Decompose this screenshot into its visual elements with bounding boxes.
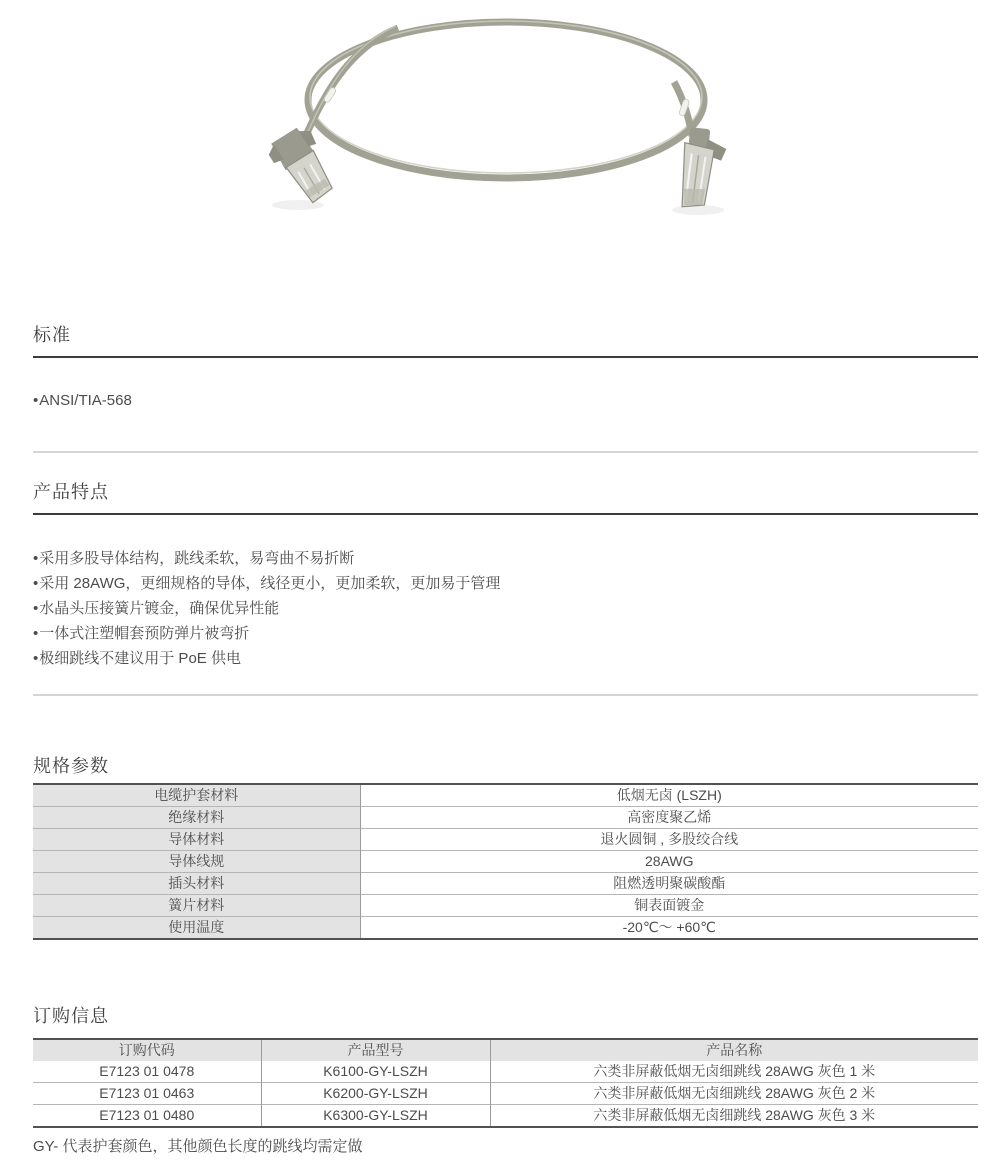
spec-label: 簧片材料 [33, 895, 360, 917]
section-title-features: 产品特点 [33, 482, 109, 502]
section-rule [33, 356, 978, 358]
order-name: 六类非屏蔽低烟无卤细跳线 28AWG 灰色 3 米 [490, 1105, 978, 1128]
datasheet-page [33, 0, 978, 1158]
spec-value: 低烟无卤 (LSZH) [616, 787, 722, 803]
section-rule [33, 513, 978, 515]
spec-value: 28AWG [360, 851, 978, 873]
order-header-model: 产品型号 [261, 1039, 490, 1061]
order-header-row [33, 1039, 978, 1061]
left-connector-shadow [272, 200, 324, 210]
spec-label: 绝缘材料 [33, 807, 360, 829]
section-title-ordering: 订购信息 [33, 1006, 109, 1026]
spec-label: 使用温度 [33, 917, 360, 940]
section-divider [33, 694, 978, 696]
order-model: K6100-GY-LSZH [261, 1061, 490, 1083]
order-name: 六类非屏蔽低烟无卤细跳线 28AWG 灰色 2 米 [490, 1083, 978, 1105]
spec-row [33, 784, 978, 807]
order-row [33, 1061, 978, 1083]
spec-value: 阻燃透明聚碳酸酯 [360, 873, 978, 895]
section-standard [33, 322, 978, 413]
spec-row [33, 873, 978, 895]
patch-cord-illustration [236, 0, 776, 230]
section-divider [33, 451, 978, 453]
feature-item: • 极细跳线不建议用于 PoE 供电 [33, 646, 978, 671]
order-code: E7123 01 0480 [33, 1105, 261, 1128]
spec-label: 导体材料 [33, 829, 360, 851]
standard-item: • ANSI/TIA-568 [33, 388, 978, 413]
spec-label: 电缆护套材料 [33, 784, 360, 807]
spec-label: 导体线规 [33, 851, 360, 873]
spec-row [33, 807, 978, 829]
section-title-specs: 规格参数 [33, 756, 109, 776]
order-header-code: 订购代码 [33, 1039, 261, 1061]
order-model: K6300-GY-LSZH [261, 1105, 490, 1128]
spec-table [33, 783, 978, 940]
feature-item: • 一体式注塑帽套预防弹片被弯折 [33, 621, 978, 646]
spec-row [33, 895, 978, 917]
order-model: K6200-GY-LSZH [261, 1083, 490, 1105]
order-code: E7123 01 0463 [33, 1083, 261, 1105]
section-specs [33, 753, 978, 940]
order-code: E7123 01 0478 [33, 1061, 261, 1083]
spec-row [33, 851, 978, 873]
feature-item: • 采用多股导体结构，跳线柔软，易弯曲不易折断 [33, 546, 978, 571]
rj45-connector-right [678, 127, 728, 211]
right-connector-shadow [672, 205, 724, 215]
feature-list [33, 546, 978, 671]
section-features [33, 479, 978, 671]
spec-value: -20℃～ +60℃ [360, 917, 978, 940]
order-table [33, 1038, 978, 1128]
spec-value: 铜表面镀金 [360, 895, 978, 917]
section-title-standard: 标准 [33, 325, 71, 345]
spec-label: 插头材料 [33, 873, 360, 895]
spec-row [33, 917, 978, 940]
section-ordering [33, 1003, 978, 1158]
product-photo [33, 0, 978, 230]
order-row [33, 1105, 978, 1128]
spec-row [33, 829, 978, 851]
feature-item: • 水晶头压接簧片镀金，确保优异性能 [33, 596, 978, 621]
spec-value: 高密度聚乙烯 [360, 807, 978, 829]
standard-list [33, 388, 978, 413]
feature-item: • 采用 28AWG，更细规格的导体，线径更小，更加柔软，更加易于管理 [33, 571, 978, 596]
order-header-name: 产品名称 [490, 1039, 978, 1061]
spec-value: 退火圆铜 , 多股绞合线 [360, 829, 978, 851]
order-row [33, 1083, 978, 1105]
order-name: 六类非屏蔽低烟无卤细跳线 28AWG 灰色 1 米 [593, 1063, 876, 1079]
ordering-footnote: GY- 代表护套颜色，其他颜色长度的跳线均需定做 [33, 1138, 363, 1155]
cable-right-tail [674, 82, 692, 136]
